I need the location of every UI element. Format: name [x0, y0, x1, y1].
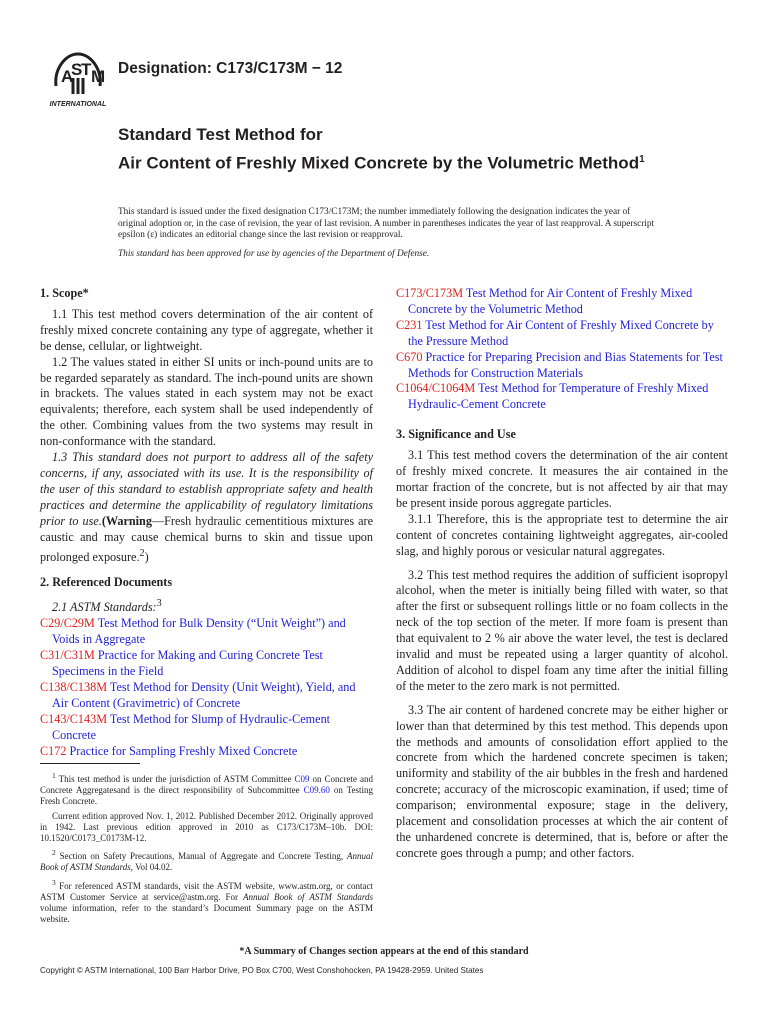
- reference-item: [40, 616, 373, 648]
- para-1-3: [40, 450, 373, 565]
- reference-item: [40, 712, 373, 744]
- reference-title-link[interactable]: Test Method for Temperature of Freshly Mixed Hydraulic-Cement Concrete: [408, 381, 709, 412]
- title-line-2: [118, 149, 678, 174]
- reference-item: [396, 350, 728, 382]
- footnote-2: $^2$ Section on Safety Precautions, Manual of Aggregate and Concrete Testing, Annual Book of ASTM Standards, Vol 04.02.: [40, 848, 373, 873]
- title-line-1: Standard Test Method for: [118, 125, 323, 144]
- para-3-3: 3.3 The air content of hardened concrete may be either higher or lower than that determined by this test method. This depends upon the methods and amounts of consolidation effort applied to the concrete from which the hardened concrete specimen is taken; uniformity and stability of the air bubbles in the fresh and hardened concrete; accuracy of the microscopic examination, if used; time of comparison; environmental exposure; stage in the delivery, placement and consolidation processes at which the air content of the unhardened concrete is determined, that is, before or after the concrete goes through a pump; and other factors.: [396, 702, 728, 860]
- footnote-ref-2: 2: [139, 547, 145, 559]
- footnote-divider: [40, 763, 140, 764]
- astm-standards-intro: 2.1 ASTM Standards:$^3$: [52, 598, 162, 615]
- footnote-3: $^3$ For referenced ASTM standards, visit the ASTM website, www.astm.org, or contact ASTM Customer Service at service@astm.org. For Annual Book of ASTM Standards volume information, refer to the standard’s Document Summary page on the ASTM website.: [40, 877, 374, 925]
- reference-item: [396, 318, 728, 350]
- para-3-1-1: 3.1.1 Therefore, this is the appropriate test to determine the air content of concretes containing lightweight aggregates, air-cooled slag, and highly porous or vesicular natural aggregates.: [396, 511, 728, 558]
- svg-text:M: M: [91, 67, 106, 86]
- reference-item: [40, 648, 373, 680]
- reference-item: [40, 744, 373, 760]
- standard-note: This standard is issued under the fixed designation C173/C173M; the number immediately following the designation indicates the year of original adoption or, in the case of revision, the year of last revision. A number in parentheses indicates the year of last reapproval. A superscript epsilon (ε) indicates an editorial change since the last revision or reapproval.: [118, 207, 655, 241]
- reference-title-link[interactable]: Test Method for Bulk Density (“Unit Weight”) and Voids in Aggregate: [52, 616, 346, 647]
- reference-title-link[interactable]: Practice for Making and Curing Concrete Test Specimens in the Field: [52, 648, 323, 679]
- footnote-1: $^1$ This test method is under the jurisdiction of ASTM Committee C09 on Concrete and Concrete Aggregatesand is the direct responsibility of Subcommittee C09.60 on Testing Fresh Concrete.: [40, 771, 374, 807]
- warning-label: (Warning: [101, 513, 152, 528]
- reference-code-link[interactable]: C31/C31M: [40, 648, 95, 663]
- scope-heading: 1. Scope*: [40, 286, 89, 300]
- reference-title-link[interactable]: Practice for Preparing Precision and Bias Statements for Test Methods for Construction Materials: [408, 349, 723, 380]
- para-1-1: 1.1 This test method covers determination of the air content of freshly mixed concrete containing any type of aggregate, whether it be dense, cellular, or lightweight.: [40, 306, 373, 353]
- footnote-ref-3: 3: [156, 598, 162, 610]
- logo-wordmark: INTERNATIONAL: [49, 101, 107, 108]
- reference-list-right: [396, 286, 728, 413]
- reference-code-link[interactable]: C143/C143M: [40, 711, 108, 726]
- reference-title-link[interactable]: Test Method for Slump of Hydraulic-Cement Concrete: [52, 711, 331, 742]
- reference-code-link[interactable]: C172: [40, 743, 67, 758]
- reference-code-link[interactable]: C138/C138M: [40, 679, 108, 694]
- references-heading: 2. Referenced Documents: [40, 575, 173, 590]
- svg-text:T: T: [81, 60, 92, 79]
- warning-text: —Fresh hydraulic cementitious mixtures are caustic and may cause chemical burns to skin and tissue upon prolonged exposure.: [40, 513, 373, 564]
- designation: Designation: C173/C173M − 12: [118, 60, 343, 77]
- svg-text:S: S: [71, 60, 83, 79]
- committee-c09-link[interactable]: C09: [294, 774, 310, 784]
- reference-code-link[interactable]: C29/C29M: [40, 616, 95, 631]
- reference-title-link[interactable]: Practice for Sampling Freshly Mixed Concrete: [69, 743, 298, 758]
- reference-code-link[interactable]: C173/C173M: [396, 286, 464, 300]
- astm-logo: [46, 48, 110, 108]
- reference-item: [40, 680, 373, 712]
- footnotes: [40, 770, 373, 925]
- warning-close: ): [144, 549, 149, 564]
- para-1-3-italic: 1.3 This standard does not purport to address all of the safety concerns, if any, associated with its use. It is the responsibility of the user of this standard to establish appropriate safety and health practices and determine the applicability of regulatory limitations prior to use.: [40, 450, 373, 528]
- reference-title-link[interactable]: Test Method for Air Content of Freshly Mixed Concrete by the Volumetric Method: [408, 286, 693, 316]
- title-footnote-ref: 1: [639, 154, 645, 165]
- reference-title-link[interactable]: Test Method for Density (Unit Weight), Yield, and Air Content (Gravimetric) of Concrete: [52, 679, 356, 710]
- reference-list-left: [40, 616, 373, 759]
- reference-code-link[interactable]: C670: [396, 349, 423, 364]
- para-3-1: 3.1 This test method covers the determination of the air content of freshly mixed concrete. It measures the air contained in the mortar fraction of the concrete, but is not affected by air that may be present inside porous aggregate particles.: [396, 448, 728, 510]
- reference-code-link[interactable]: C231: [396, 317, 423, 332]
- reference-title-link[interactable]: Test Method for Air Content of Freshly Mixed Concrete by the Pressure Method: [408, 317, 714, 348]
- svg-text:A: A: [61, 67, 74, 86]
- summary-note: *A Summary of Changes section appears at the end of this standard: [239, 946, 529, 957]
- right-column: [396, 286, 728, 862]
- title-text: Air Content of Freshly Mixed Concrete by the Volumetric Method: [118, 153, 640, 173]
- reference-item: [396, 381, 728, 413]
- para-3-2: 3.2 This test method requires the addition of sufficient isopropyl alcohol, when the meter is initially being filled with water, so that after the first or subsequent rollings little or no foam collects in the neck of the top section of the meter. If more foam is present than that equivalent to 2 % air above the water level, the test is declared invalid and must be repeated using a larger quantity of alcohol. Addition of alcohol to dispel foam any time after the initial filling of the meter to the zero mark is not permitted.: [396, 567, 728, 693]
- left-column: [40, 286, 373, 760]
- para-1-2: 1.2 The values stated in either SI units or inch-pound units are to be regarded separately as standard. The inch-pound units are shown in brackets. The values stated in each system may not be exact equivalents; therefore, each system shall be used independently of the other. Combining values from the two systems may result in non-conformance with the standard.: [40, 354, 373, 449]
- significance-heading: 3. Significance and Use: [396, 427, 516, 442]
- reference-item: [396, 286, 728, 318]
- reference-code-link[interactable]: C1064/C1064M: [396, 381, 476, 396]
- dod-note: This standard has been approved for use by agencies of the Department of Defense.: [118, 249, 430, 259]
- copyright: Copyright © ASTM International, 100 Barr Harbor Drive, PO Box C700, West Conshohocken, PA 19428-2959. United States: [40, 966, 484, 975]
- footnote-edition: Current edition approved Nov. 1, 2012. Published December 2012. Originally approved in 1942. Last previous edition approved in 2010 as C173/C173M–10b. DOI: 10.1520/C0173_C0173M-12.: [40, 810, 373, 844]
- subcommittee-link[interactable]: C09.60: [303, 785, 330, 796]
